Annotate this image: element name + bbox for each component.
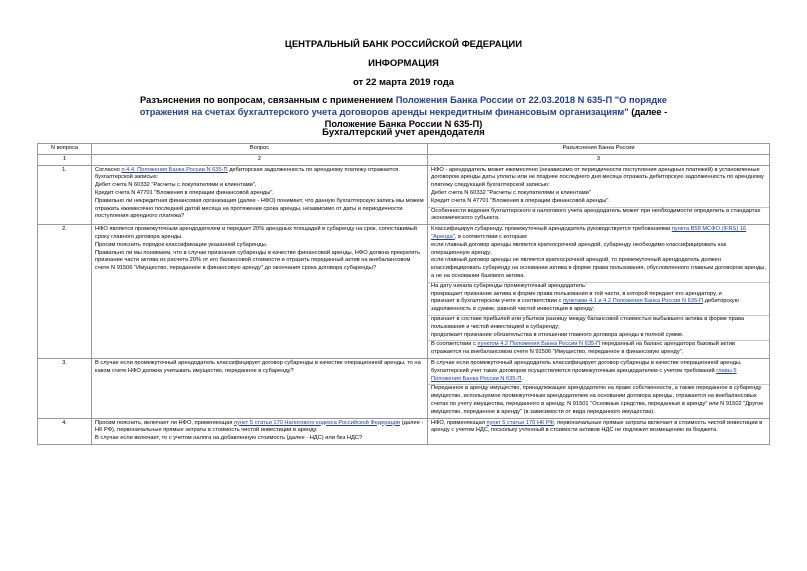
subject-suffix: (далее - Положение Банка России N 635-П) [324,107,668,129]
row-number: 1. [38,165,92,225]
doc-type: ИНФОРМАЦИЯ [368,58,439,69]
paragraph: НФО является промежуточным арендодателем и передает 20% арендных площадей в субаренду на срок, сопоставимый сроку главного договора аренды. [95,226,417,240]
paragraph: Правильно ли мы понимаем, что в случае признания субаренды в качестве финансовой аренды, НФО должна прекратить признание части актива из расчета 20% от его балансовой стоимости и отразить переданный актив на внебалансовом счете N 91506 "Имущество, переданное в финансовую аренду" до окончания срока договора субаренды? [95,249,421,272]
paragraph: прекращает признание актива в форме права пользования в той части, в которой передает его арендатору, и [431,290,722,297]
text: переданный на баланс арендатора базовый актив отражается на внебалансовом счете N 91506 "Имущество, переданное в финансовую аренду". [431,341,735,356]
text: Классифицируя субаренду, промежуточный арендодатель руководствуется требованиями [431,226,672,233]
text: дебиторскую задолженность в сумме, равной чистой инвестиции в аренду; [431,298,739,313]
reference-link[interactable]: пункт 5 статьи 170 НК РФ [486,419,554,426]
text: (далее - НК РФ), первоначальные прямые затраты в стоимость чистой инвестиции в аренду. [95,419,424,434]
paragraph: если главный договор аренды не является краткосрочной арендой, то промежуточный арендодатель должен классифицировать субаренду на основании актива в форме права пользования, обусловленного главным договором аренды, а не на основании базового актива. [431,257,766,279]
reference-link[interactable]: пунктом 4.2 Положения Банка России N 635-П [477,341,601,348]
reference-link[interactable]: пункт 5 статьи 170 Налогового кодекса Российской Федерации [234,419,401,426]
doc-date: от 22 марта 2019 года [352,77,455,88]
row-number: 3. [38,358,92,418]
answer-cell [428,225,770,359]
paragraph: продолжает признание обязательства в отношении главного договора аренды в полной сумме. [431,331,684,338]
text: Просим пояснить, включает ли НФО, применяющая [95,419,235,426]
reference-link[interactable]: пункта B58 МСФО (IFRS) 16 "Аренда" [431,226,747,240]
text: , первоначальные прямые затраты включает в стоимость чистой инвестиции в аренду с учетом НДС, поскольку учтенный в стоимости активов НДС не подлежит возмещению из бюджета. [431,419,763,434]
text: . [521,375,524,382]
question-cell [92,225,428,359]
paragraph: Кредит счета N 47701 "Вложения в операции финансовой аренды". [431,197,610,204]
paragraph: Просим пояснить порядок классификации указанной субаренды. [95,241,268,248]
text: дебиторская задолженность по арендному платежу отражается бухгалтерской записью: [95,166,399,181]
paragraph: Особенности ведения бухгалтерского и налогового учета арендодатель может при необходимости определить в стандартах экономического субъекта. [428,207,769,224]
paragraph: В случае если включает, то с учетом налога на добавленную стоимость (далее - НДС) или без НДС? [95,435,363,442]
org-name: ЦЕНТРАЛЬНЫЙ БАНК РОССИЙСКОЙ ФЕДЕРАЦИИ [284,39,523,50]
paragraph: На дату начала субаренды промежуточный арендодатель: [428,282,769,291]
text: НФО, применяющая [431,419,487,426]
question-cell [92,358,428,418]
text: признает в бухгалтерском учете в соответствии с [431,298,563,305]
row-number: 2. [38,225,92,359]
table-row [38,225,770,359]
table-row [38,165,770,225]
table-row [38,358,770,418]
row-number: 4. [38,418,92,444]
question-cell [92,165,428,225]
table-numbering-row [38,154,770,165]
subject-link[interactable]: Положения Банка России от 22.03.2018 N 635-П "О порядке отражения на счетах бухгалтерского учета договоров аренды некредитным финансовым организациям" [139,95,667,117]
reference-link[interactable]: пунктами 4.1 и 4.2 Положения Банка России N 635-П [562,298,704,305]
paragraph: НФО - арендодатель может ежемесячно (независимо от периодичности поступления арендных платежей) в установленные договором аренды даты уплаты или не позднее последнего дня месяца отражать дебиторскую задолженность по арендному платежу следующей бухгалтерской записью: [431,166,764,189]
answer-cell [428,165,770,225]
answer-cell [428,358,770,418]
reference-link[interactable]: главы 5 Положения Банка России N 635-П [431,367,737,382]
paragraph: Дебет счета N 60332 "Расчеты с покупателями и клиентами", [95,182,257,189]
paragraph: В случае если промежуточный арендодатель классифицирует договор субаренды в качестве операционной аренды, то на каком счете НФО должна учитывать имущество, переданное в субаренду? [95,359,421,374]
col-header-question: Вопрос [92,144,428,155]
col-number-3: 3 [428,154,770,165]
subject-prefix: Разъяснения по вопросам, связанным с применением [140,95,396,105]
col-number-2: 2 [92,154,428,165]
question-cell [92,418,428,444]
clarifications-table [37,143,770,445]
text: В соответствии с [431,341,478,348]
text: , в соответствии с которым: [454,233,528,240]
paragraph: Переданное в аренду имущество, принадлежащее арендодателю на праве собственности, а также переданное в субаренду имущество, используемое промежуточным арендодателем на основании договора аренды, отражается на внебалансовых счетах по учету имущества, переданного в аренду, N 91501 "Основные средства, переданные в аренду" или N 91502 "Другое имущество, переданное в аренду" (в зависимости от вида переданного имущества). [428,384,769,416]
col-header-answer: Разъяснения Банка России [428,144,770,155]
answer-cell [428,418,770,444]
paragraph: признает в составе прибылей или убытков разницу между балансовой стоимостью выбывшего актива в форме права пользования и чистой инвестицией в субаренду; [428,315,769,332]
paragraph: Кредит счета N 47701 "Вложения в операции финансовой аренды". [95,189,274,196]
paragraph: Правильно ли некредитная финансовая организация (далее - НФО) понимает, что данную бухгалтерскую запись мы можем отражать ежемесячно последней датой месяца на протяжении срока аренды, независимо от даты и периодичности поступления арендного платежа? [95,197,424,220]
table-header-row [38,144,770,155]
reference-link[interactable]: п.4.4. Положения Банка России N 635-П [121,166,228,173]
paragraph: если главный договор аренды является краткосрочной арендой, субаренду необходимо классифицировать как операционную аренду; [431,241,727,256]
section-title: Бухгалтерский учет арендодателя [322,127,485,138]
paragraph: Дебет счета N 60332 "Расчеты с покупателями и клиентами" [431,189,591,196]
doc-subject [120,94,687,130]
table-row [38,418,770,444]
col-header-number: N вопроса [38,144,92,155]
col-number-1: 1 [38,154,92,165]
text: Согласно [95,166,122,173]
text: В случае если промежуточный арендодатель классифицирует договор субаренды в качестве операционной аренды, бухгалтерский учет таких договоров осуществляется промежуточным арендодателем с учетом требований [431,359,742,374]
